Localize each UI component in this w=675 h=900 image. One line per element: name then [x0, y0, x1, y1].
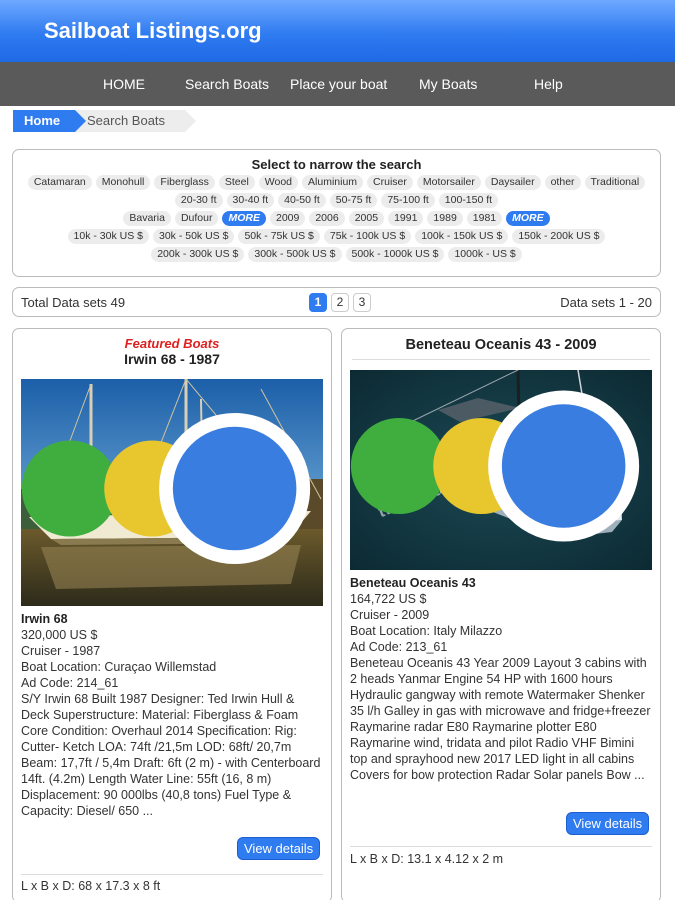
pagination [309, 293, 371, 312]
breadcrumb-home[interactable]: Home [13, 110, 75, 132]
filter-tag-length[interactable]: 75-100 ft [381, 193, 434, 208]
page-3-button[interactable]: 3 [353, 293, 371, 312]
ad-code: Ad Code: 213_61 [350, 640, 448, 654]
filter-tag-price[interactable]: 10k - 30k US $ [68, 229, 149, 244]
filter-tag-year[interactable]: 1981 [467, 211, 502, 226]
filter-tag-type[interactable]: Traditional [585, 175, 646, 190]
view-details-button[interactable]: View details [566, 812, 649, 835]
boat-type-year: Cruiser - 2009 [350, 608, 430, 622]
filter-tag-type[interactable]: Fiberglass [154, 175, 214, 190]
listing-card [12, 328, 332, 900]
filter-row-prices-2 [13, 247, 660, 262]
filter-tag-price[interactable]: 300k - 500k US $ [248, 247, 341, 262]
boat-price: 320,000 US $ [21, 628, 98, 642]
main-nav [0, 62, 675, 106]
filter-row-builders-years [13, 211, 660, 226]
total-data-sets: Total Data sets 49 [21, 295, 126, 310]
dimensions-divider [350, 846, 652, 847]
listing-info [350, 575, 652, 783]
boat-name: Irwin 68 [21, 612, 68, 626]
nav-place-your-boat[interactable]: Place your boat [290, 76, 388, 92]
more-years-button[interactable]: MORE [506, 211, 550, 226]
filter-tag-length[interactable]: 30-40 ft [227, 193, 275, 208]
filter-tag-price[interactable]: 75k - 100k US $ [324, 229, 411, 244]
filter-tag-builder[interactable]: Bavaria [123, 211, 171, 226]
filter-tag-price[interactable]: 100k - 150k US $ [415, 229, 508, 244]
filter-row-types [13, 175, 660, 190]
ad-code: Ad Code: 214_61 [21, 676, 119, 690]
filter-tag-type[interactable]: Wood [259, 175, 298, 190]
filter-tag-builder[interactable]: Dufour [175, 211, 219, 226]
filter-tag-price[interactable]: 150k - 200k US $ [512, 229, 605, 244]
filter-tag-type[interactable]: Catamaran [28, 175, 92, 190]
filter-tag-price[interactable]: 1000k - US $ [448, 247, 521, 262]
title-divider [352, 359, 650, 360]
view-details-button[interactable]: View details [237, 837, 320, 860]
filter-tag-type[interactable]: other [545, 175, 581, 190]
page-1-button[interactable]: 1 [309, 293, 327, 312]
filter-tag-year[interactable]: 2006 [309, 211, 344, 226]
boat-description: Beneteau Oceanis 43 Year 2009 Layout 3 cabins with 2 heads Yanmar Engine 54 HP with 1600 hours Hydraulic gangway with remote Watermaker Shenker 35 l/h Galley in gas with microwave and fridge+freezer Raymarine radar E80 Raymarine plotter E80 Raymarine wind, tridata and pilot Radio VHF Bimini top and sprayhood new 2017 LED light in all cabins Covers for bow protection Radar Solar panels Bow ... [350, 656, 651, 782]
filter-row-prices-1 [13, 229, 660, 244]
data-sets-range: Data sets 1 - 20 [560, 295, 652, 310]
boat-description: S/Y Irwin 68 Built 1987 Designer: Ted Irwin Hull & Deck Superstructure: Material: Fiberglass & Foam Core Condition: Overhaul 2014 Specification: Rig: Cutter- Ketch LOA: 74ft /21,5m LOD: 68ft/ 20,7m Beam: 17,7ft / 5,4m Draft: 6ft (2 m) - with Centerboard 14ft. (4.2m) Length Water Line: 55ft (16, 8 m) Displacement: 90 000lbs (40,8 tons) Fuel Type & Capacity: Diesel/ 650 ... [21, 692, 321, 818]
filter-tag-type[interactable]: Motorsailer [417, 175, 481, 190]
filter-tag-year[interactable]: 2009 [270, 211, 305, 226]
zoom-icon[interactable] [350, 370, 646, 566]
boat-dimensions: L x B x D: 68 x 17.3 x 8 ft [21, 879, 161, 893]
filter-tag-length[interactable]: 40-50 ft [278, 193, 326, 208]
filter-tag-type[interactable]: Aluminium [302, 175, 363, 190]
filter-tag-length[interactable]: 100-150 ft [439, 193, 498, 208]
listing-card [341, 328, 661, 900]
nav-my-boats[interactable]: My Boats [419, 76, 478, 92]
filter-tag-type[interactable]: Cruiser [367, 175, 413, 190]
filter-tag-year[interactable]: 2005 [349, 211, 384, 226]
filter-title: Select to narrow the search [251, 157, 422, 172]
boat-photo[interactable] [350, 370, 652, 570]
filter-tag-length[interactable]: 50-75 ft [330, 193, 378, 208]
filter-row-lengths [13, 193, 660, 208]
listing-title[interactable]: Beneteau Oceanis 43 - 2009 [405, 337, 597, 353]
site-header [0, 0, 675, 62]
listing-title[interactable]: Irwin 68 - 1987 [124, 351, 220, 367]
filter-tag-year[interactable]: 1991 [388, 211, 423, 226]
nav-search-boats[interactable]: Search Boats [185, 76, 270, 92]
boat-price: 164,722 US $ [350, 592, 427, 606]
nav-home[interactable]: HOME [103, 76, 145, 92]
boat-name: Beneteau Oceanis 43 [350, 576, 476, 590]
boat-location: Boat Location: Curaçao Willemstad [21, 660, 217, 674]
filter-panel [12, 149, 661, 277]
breadcrumb-current: Search Boats [75, 110, 185, 132]
filter-tag-type[interactable]: Monohull [96, 175, 151, 190]
filter-tag-price[interactable]: 500k - 1000k US $ [346, 247, 445, 262]
filter-tag-type[interactable]: Daysailer [485, 175, 541, 190]
boat-location: Boat Location: Italy Milazzo [350, 624, 503, 638]
filter-tag-type[interactable]: Steel [219, 175, 255, 190]
results-bar [12, 287, 661, 317]
filter-tag-price[interactable]: 200k - 300k US $ [151, 247, 244, 262]
filter-tag-year[interactable]: 1989 [427, 211, 462, 226]
filter-tag-price[interactable]: 30k - 50k US $ [153, 229, 234, 244]
dimensions-divider [21, 874, 323, 875]
more-builders-button[interactable]: MORE [222, 211, 266, 226]
listing-info [21, 611, 323, 819]
filter-tag-length[interactable]: 20-30 ft [175, 193, 223, 208]
boat-photo[interactable] [21, 379, 323, 606]
page-2-button[interactable]: 2 [331, 293, 349, 312]
featured-label: Featured Boats [124, 336, 220, 351]
zoom-icon[interactable] [21, 379, 317, 602]
nav-help[interactable]: Help [534, 76, 563, 92]
boat-dimensions: L x B x D: 13.1 x 4.12 x 2 m [350, 852, 504, 866]
filter-tag-price[interactable]: 50k - 75k US $ [238, 229, 319, 244]
site-title[interactable]: Sailboat Listings.org [44, 18, 262, 43]
boat-type-year: Cruiser - 1987 [21, 644, 101, 658]
